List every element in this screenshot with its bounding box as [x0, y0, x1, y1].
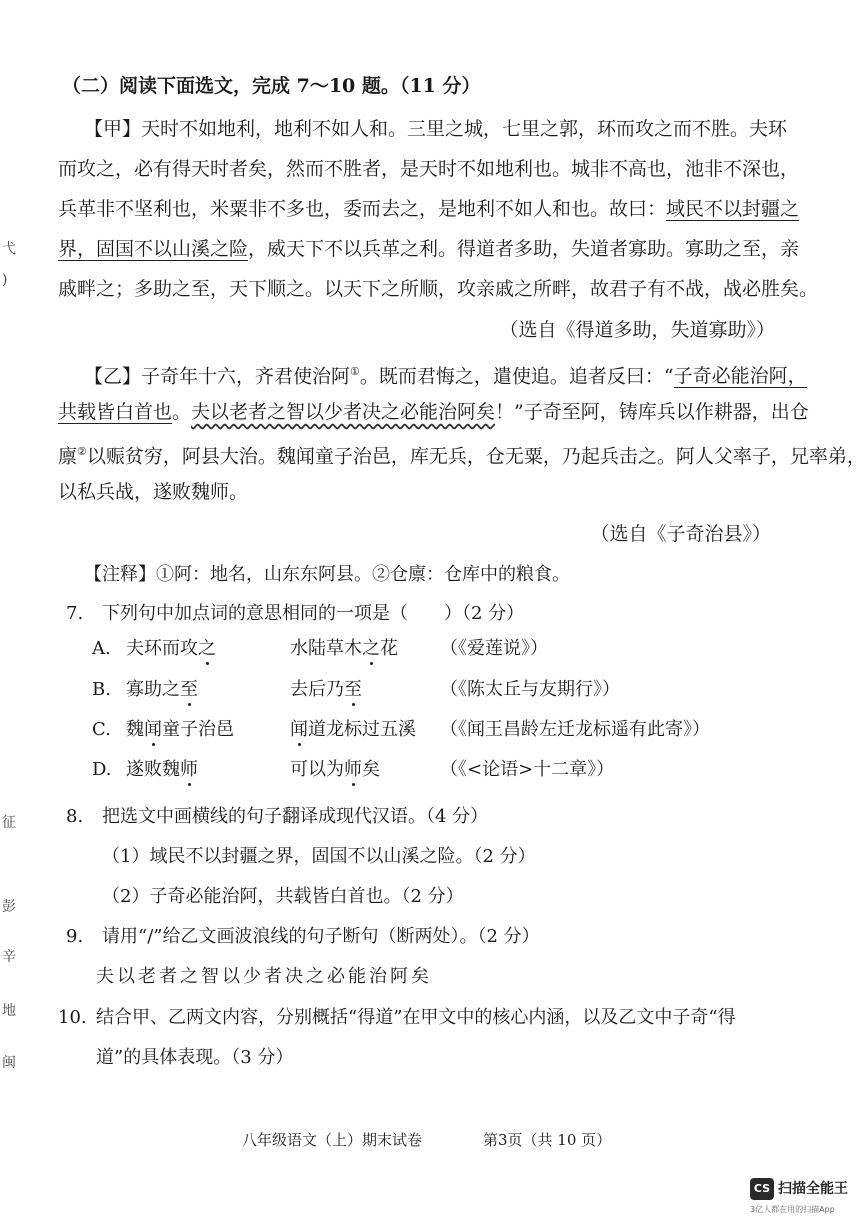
- jia-line-4: [58, 237, 799, 261]
- margin-char: 弋: [2, 241, 16, 257]
- footnote-1-marker: ①: [350, 365, 360, 378]
- yi-line-3-pre: 廪: [58, 445, 78, 468]
- phrase-text: 花: [380, 638, 398, 659]
- question-10-line-1: 结合甲、乙两文内容，分别概括“得道”在甲文中的核心内涵，以及乙文中子奇“得: [96, 1007, 736, 1028]
- footer-page-number: 第3页（共 10 页）: [483, 1131, 612, 1149]
- yi-line-1-mid: 。既而君悔之，遣使追。追者反曰：“: [359, 365, 674, 388]
- option-phrase-1: [126, 637, 216, 661]
- underlined-sentence-2b: 共载皆白首也: [58, 401, 173, 423]
- footer-exam-title: 八年级语文（上）期末试卷: [242, 1131, 423, 1149]
- yi-line-2-text: ！”子奇至阿，铸库兵以作耕器，出仓: [495, 401, 809, 423]
- jia-line-1: 【甲】天时不如地利，地利不如人和。三里之城，七里之郭，环而攻之而不胜。夫环: [84, 118, 788, 140]
- scanner-app-name: 扫描全能王: [778, 1181, 848, 1197]
- option-phrase-1: [126, 678, 198, 702]
- phrase-text: 魏: [126, 719, 144, 740]
- dotted-char: 之: [198, 638, 216, 659]
- margin-char: 征: [2, 815, 16, 831]
- yi-line-3-text: 以赈贫穷，阿县大治。魏闻童子治邑，库无兵，仓无粟，乃起兵击之。阿人父率子，兄率弟，: [86, 445, 866, 468]
- underlined-sentence-2a: 子奇必能治阿，: [673, 365, 807, 388]
- margin-char: 地: [2, 1003, 16, 1019]
- margin-char: 彭: [2, 899, 16, 915]
- question-7-text: 下列句中加点词的意思相同的一项是（ ）（2 分）: [102, 603, 525, 624]
- underlined-sentence-1b: 界，固国不以山溪之险: [58, 238, 249, 260]
- q7-option-a: [0, 637, 867, 661]
- question-8-number: 8.: [66, 806, 84, 827]
- option-source: （《闻王昌龄左迁龙标遥有此寄》）: [440, 719, 710, 740]
- yi-source: （选自《子奇治县》）: [590, 523, 771, 545]
- question-9: [66, 925, 540, 949]
- margin-char: ): [2, 272, 8, 288]
- phrase-text: 寡助之: [126, 679, 180, 700]
- phrase-text: 去后乃: [290, 679, 344, 700]
- phrase-text: 可以为: [290, 759, 344, 780]
- q7-option-c: [0, 718, 867, 742]
- phrase-text: 水陆草木: [290, 638, 362, 659]
- option-label: C.: [92, 719, 111, 740]
- scanner-watermark: [750, 1176, 862, 1222]
- yi-line-2: [58, 400, 809, 424]
- scanner-tagline: 3亿人都在用的扫描App: [750, 1205, 835, 1214]
- dotted-char: 闻: [290, 719, 308, 740]
- option-label: A.: [92, 638, 111, 659]
- question-9-text: 请用“/”给乙文画波浪线的句子断句（断两处）。（2 分）: [102, 926, 540, 947]
- question-9-sentence: 夫以老者之智以少者决之必能治阿矣: [96, 966, 432, 987]
- footnote-2-marker: ②: [77, 445, 87, 458]
- option-source: （《爱莲说》）: [440, 638, 548, 659]
- q7-option-b: [0, 678, 867, 702]
- question-7: [66, 602, 524, 626]
- dotted-char: 师: [180, 759, 198, 780]
- phrase-text: 矣: [362, 759, 380, 780]
- dotted-char: 至: [180, 679, 198, 700]
- yi-line-1: [84, 360, 807, 388]
- underlined-sentence-1a: 域民不以封疆之: [666, 198, 800, 220]
- option-label: D.: [92, 759, 112, 780]
- question-7-number: 7.: [66, 603, 84, 624]
- question-8: [66, 805, 488, 829]
- margin-char: 闽: [2, 1055, 16, 1071]
- phrase-text: 遂败魏: [126, 759, 180, 780]
- wavy-sentence: 夫以老者之智以少者决之必能治阿矣: [191, 401, 496, 423]
- option-phrase-2: [290, 637, 398, 661]
- question-8-text: 把选文中画横线的句子翻译成现代汉语。（4 分）: [102, 806, 489, 827]
- yi-line-4: 以私兵战，遂败魏师。: [58, 481, 249, 503]
- notes: 【注释】①阿：地名，山东东阿县。②仓廪：仓库中的粮食。: [84, 564, 570, 585]
- yi-line-3: [58, 440, 866, 468]
- question-10-number: 10.: [58, 1007, 87, 1028]
- option-phrase-2: [290, 758, 380, 782]
- dotted-char: 师: [344, 759, 362, 780]
- option-source: （《陈太丘与友期行》）: [440, 679, 620, 700]
- jia-line-3: [58, 197, 799, 221]
- option-label: B.: [92, 679, 111, 700]
- yi-line-2-mid: 。: [172, 401, 192, 423]
- jia-source: （选自《得道多助，失道寡助》）: [499, 319, 775, 341]
- option-phrase-1: [126, 718, 234, 742]
- margin-char: 辛: [2, 949, 16, 965]
- q7-option-d: [0, 758, 867, 782]
- question-9-number: 9.: [66, 926, 84, 947]
- dotted-char: 之: [362, 638, 380, 659]
- dotted-char: 闻: [144, 719, 162, 740]
- question-10-line-2: 道”的具体表现。（3 分）: [96, 1047, 294, 1068]
- option-source: （《<论语>十二章》）: [440, 759, 615, 780]
- option-phrase-2: [290, 678, 362, 702]
- option-phrase-1: [126, 758, 198, 782]
- phrase-text: 夫环而攻: [126, 638, 198, 659]
- camscanner-logo-icon: CS: [750, 1178, 774, 1200]
- question-10: [58, 1006, 736, 1030]
- phrase-text: 童子治邑: [162, 719, 234, 740]
- yi-line-1-text: 【乙】子奇年十六，齐君使治阿: [84, 365, 351, 388]
- section-title: （二）阅读下面选文，完成 7～10 题。（11 分）: [62, 75, 481, 97]
- question-8-sub-1: （1）域民不以封疆之界，固国不以山溪之险。（2 分）: [102, 846, 536, 867]
- jia-line-5: 戚畔之；多助之至，天下顺之。以天下之所顺，攻亲戚之所畔，故君子有不战，战必胜矣。: [58, 278, 819, 300]
- question-8-sub-2: （2）子奇必能治阿，共载皆白首也。（2 分）: [102, 886, 464, 907]
- phrase-text: 道龙标过五溪: [308, 719, 416, 740]
- dotted-char: 至: [344, 679, 362, 700]
- jia-line-3-text: 兵革非不坚利也，米粟非不多也，委而去之，是地利不如人和也。故曰：: [58, 198, 667, 220]
- jia-line-4-text: ，威天下不以兵革之利。得道者多助，失道者寡助。寡助之至，亲: [248, 238, 800, 260]
- jia-line-2: 而攻之，必有得天时者矣，然而不胜者，是天时不如地利也。城非不高也，池非不深也，: [58, 158, 800, 180]
- option-phrase-2: [290, 718, 416, 742]
